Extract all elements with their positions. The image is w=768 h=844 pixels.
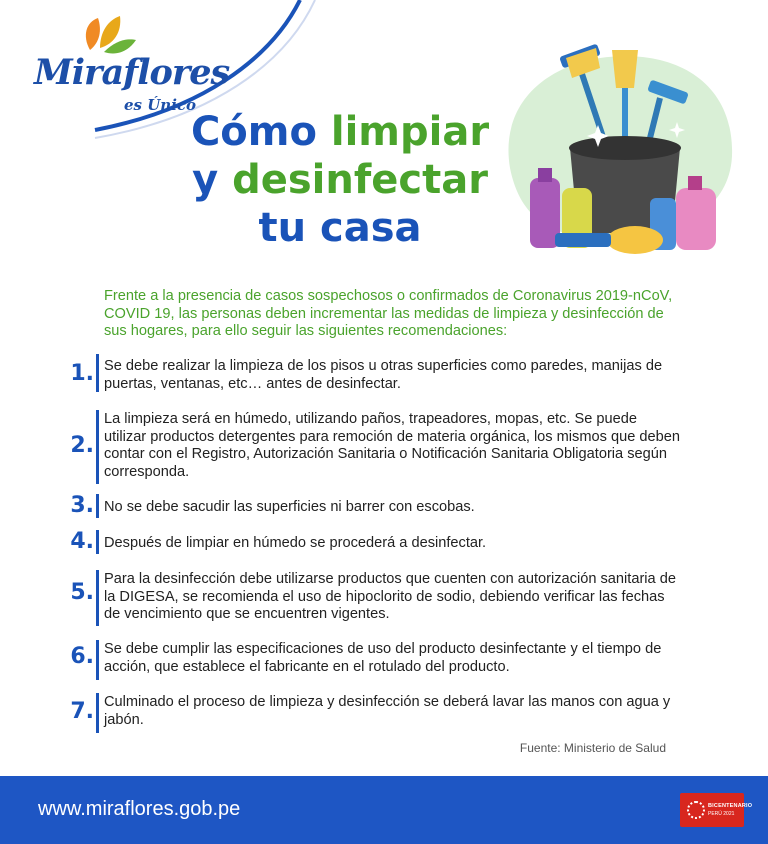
item-number: 1. xyxy=(70,361,94,386)
bicentenario-badge xyxy=(680,793,753,827)
item-text: Culminado el proceso de limpieza y desinfección se deberá lavar las manos con agua y jabón. xyxy=(104,694,671,728)
item-number: 2. xyxy=(70,433,94,458)
website-link[interactable]: www.miraflores.gob.pe xyxy=(38,798,241,820)
item-divider xyxy=(96,530,99,554)
item-text: Para la desinfección debe utilizarse productos que cuenten con autorización sanitaria de la DIGESA, se recomienda el uso de hipoclorito de sodio, debiendo verificar las fechas de vencimiento que se encuentren vigentes. xyxy=(104,571,676,622)
item-divider xyxy=(96,693,99,733)
item-number: 3. xyxy=(70,493,94,518)
item-text: No se debe sacudir las superficies ni barrer con escobas. xyxy=(104,499,475,515)
title-word-y: y xyxy=(192,157,219,203)
intro-paragraph: Frente a la presencia de casos sospechosos o confirmados de Coronavirus 2019-nCoV, COVID 19, las personas deben incrementar las medidas de limpieza y desinfección de sus hogares, para ello seguir las siguientes recomendaciones: xyxy=(104,288,673,339)
list-item-6 xyxy=(60,640,680,680)
item-text: Después de limpiar en húmedo se procederá a desinfectar. xyxy=(104,535,487,551)
item-divider xyxy=(96,494,99,518)
item-divider xyxy=(96,354,99,392)
list-item-3 xyxy=(60,494,680,520)
title-word-tu-casa: tu casa xyxy=(258,205,422,251)
title-word-como: Cómo xyxy=(190,109,317,155)
list-item-2 xyxy=(60,410,680,484)
item-divider xyxy=(96,640,99,680)
title-word-desinfectar: desinfectar xyxy=(232,157,488,203)
list-item-4 xyxy=(60,530,680,556)
list-item-5 xyxy=(60,570,680,626)
item-text: La limpieza será en húmedo, utilizando paños, trapeadores, mopas, etc. Se puede utilizar productos detergentes para remoción de materia orgánica, los mismos que deben contar con el Registro, Autorización Sanitaria o Notificación Sanitaria Obligatoria según corresponda. xyxy=(104,411,680,480)
page-title xyxy=(140,108,540,252)
title-word-limpiar: limpiar xyxy=(330,109,490,155)
item-text: Se debe cumplir las especificaciones de uso del producto desinfectante y el tiempo de acción, que establece el fabricante en el rotulado del producto. xyxy=(104,641,662,675)
item-divider xyxy=(96,410,99,484)
bicentenario-seal-icon xyxy=(687,801,705,819)
item-number: 7. xyxy=(70,699,94,724)
footer-bar xyxy=(0,776,768,844)
item-number: 6. xyxy=(70,644,94,669)
item-number: 5. xyxy=(70,580,94,605)
badge-line-2: PERÚ 2021 xyxy=(708,811,735,817)
list-item-1 xyxy=(60,354,680,394)
list-item-7 xyxy=(60,693,680,733)
cleaning-supplies-illustration xyxy=(500,28,740,258)
source-note: Fuente: Ministerio de Salud xyxy=(519,741,666,755)
badge-line-1: BICENTENARIO xyxy=(708,803,753,809)
item-divider xyxy=(96,570,99,626)
logo-wordmark: Miraflores xyxy=(34,52,230,93)
logo-tagline: es Único xyxy=(124,96,197,114)
item-text: Se debe realizar la limpieza de los pisos u otras superficies como paredes, manijas de puertas, ventanas, etc… antes de desinfectar. xyxy=(104,358,663,392)
item-number: 4. xyxy=(70,529,94,554)
